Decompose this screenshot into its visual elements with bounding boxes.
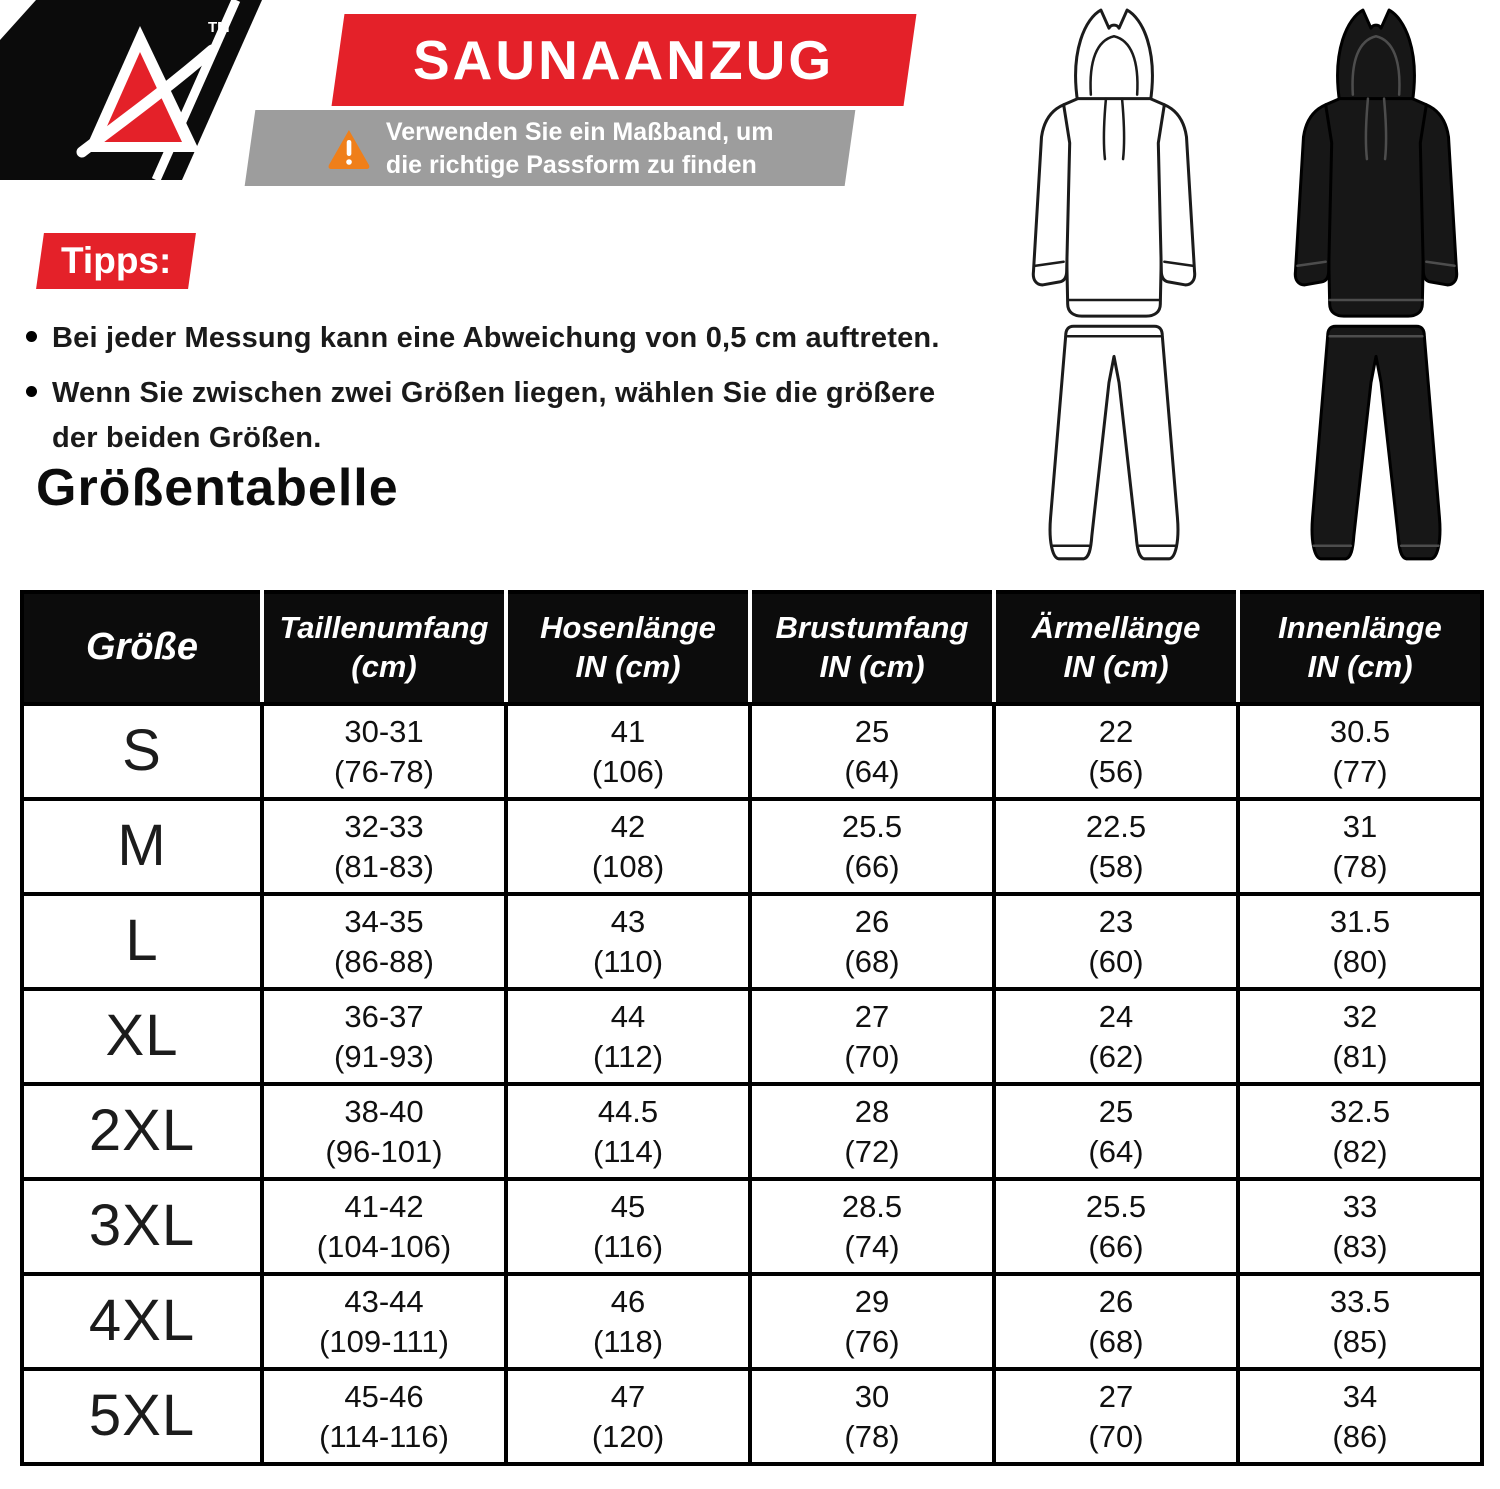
measurement-cm: (104-106) [316,1228,452,1264]
column-header-line1: Taillenumfang [279,610,489,646]
size-table-row [22,1179,1482,1274]
size-table-row [22,989,1482,1084]
size-table-row [22,704,1482,799]
measurement-cell [262,1274,506,1369]
size-label-cell: S [22,704,262,799]
size-table-row [22,1084,1482,1179]
measurement-cm: (58) [1088,848,1144,884]
measurement-cell [1238,799,1482,894]
notice-line-1: Verwenden Sie ein Maßband, um [386,117,774,146]
size-table-body [22,704,1482,1464]
measurement-inches: 34-35 [344,903,424,939]
measurement-cm: (68) [1088,1323,1144,1359]
size-table-row [22,1369,1482,1464]
title-banner [332,14,917,106]
measurement-cm: (66) [844,848,900,884]
measurement-cell [994,894,1238,989]
measurement-inches: 30.5 [1329,713,1391,749]
measurement-cell [262,1179,506,1274]
measurement-cm: (116) [592,1228,664,1264]
measurement-cm: (108) [591,848,665,884]
measurement-cell [506,1274,750,1369]
measurement-inches: 28.5 [841,1188,903,1224]
tip-item: Bei jeder Messung kann eine Abweichung von 0,5 cm auftreten. [24,316,974,361]
measurement-cm: (109-111) [319,1323,449,1359]
measurement-inches: 31.5 [1329,903,1391,939]
column-header-line2: IN (cm) [1063,649,1169,684]
measurement-cm: (68) [844,943,900,979]
measurement-cell [1238,704,1482,799]
column-header [506,592,750,704]
measurement-inches: 33 [1342,1188,1378,1224]
measurement-cell [1238,1274,1482,1369]
measurement-inches: 25.5 [841,808,903,844]
measurement-cm: (77) [1332,753,1388,789]
measurement-cm: (114-116) [319,1418,449,1454]
measurement-cell [506,1084,750,1179]
measurement-cm: (82) [1332,1133,1388,1169]
measurement-inches: 41 [610,713,646,749]
size-label-cell: 5XL [22,1369,262,1464]
measurement-cell [506,989,750,1084]
measurement-inches: 34 [1342,1378,1378,1414]
measurement-inches: 32 [1342,998,1378,1034]
measurement-inches: 22 [1098,713,1134,749]
measurement-inches: 24 [1098,998,1134,1034]
measurement-cell [506,799,750,894]
measurement-cell [262,704,506,799]
measurement-cell [994,1179,1238,1274]
tips-list [24,316,974,471]
white-tracksuit-illustration [988,2,1240,586]
measurement-cell [750,1369,994,1464]
measurement-cm: (120) [591,1418,665,1454]
measurement-cell [1238,1179,1482,1274]
measurement-cm: (56) [1088,753,1144,789]
measurement-cm: (66) [1088,1228,1144,1264]
column-header-line2: IN (cm) [1307,649,1413,684]
measurement-inches: 43-44 [344,1283,424,1319]
measurement-cell [1238,1369,1482,1464]
tips-label: Tipps: [60,240,172,281]
measurement-inches: 32.5 [1329,1093,1391,1129]
measurement-cm: (91-93) [334,1038,434,1074]
measurement-inches: 43 [610,903,646,939]
column-header-line2: IN (cm) [575,649,681,684]
measurement-inches: 27 [1098,1378,1134,1414]
measurement-cell [750,894,994,989]
page-title: SAUNAANZUG [413,29,835,91]
size-label-cell: 4XL [22,1274,262,1369]
column-header-line1: Größe [86,626,198,669]
measurement-cm: (76) [844,1323,900,1359]
measurement-cell [262,1084,506,1179]
measurement-cm: (106) [591,753,665,789]
measurement-inches: 25.5 [1085,1188,1147,1224]
measurement-cm: (114) [592,1133,664,1169]
measurement-cell [750,704,994,799]
size-label-cell: XL [22,989,262,1084]
measurement-cell [750,1274,994,1369]
column-header [1238,592,1482,704]
measurement-inches: 32-33 [344,808,424,844]
measurement-cell [994,1369,1238,1464]
column-header-line1: Ärmellänge [1031,610,1201,646]
measurement-cm: (80) [1332,943,1388,979]
measurement-inches: 30 [854,1378,890,1414]
column-header-line1: Innenlänge [1278,610,1442,646]
logo-tm-text: TM [208,19,230,36]
tip-item: Wenn Sie zwischen zwei Größen liegen, wählen Sie die größere der beiden Größen. [24,371,974,461]
measurement-cell [750,799,994,894]
measurement-inches: 27 [854,998,890,1034]
measurement-cell [750,1179,994,1274]
section-title: Größentabelle [36,459,399,517]
measurement-cell [262,799,506,894]
measurement-cell [994,1084,1238,1179]
notice-line-2: die richtige Passform zu finden [386,150,758,178]
measurement-cm: (70) [1088,1418,1144,1454]
measurement-cm: (112) [592,1038,664,1074]
measurement-cell [750,1084,994,1179]
measurement-cm: (70) [844,1038,900,1074]
measurement-cell [1238,894,1482,989]
measurement-cm: (60) [1088,943,1144,979]
measurement-cm: (74) [844,1228,900,1264]
measurement-inches: 41-42 [344,1188,424,1224]
measurement-cell [1238,1084,1482,1179]
measurement-inches: 31 [1342,808,1378,844]
column-header-line1: Hosenlänge [540,610,716,646]
size-label-cell: M [22,799,262,894]
notice-text [386,116,774,181]
measurement-inches: 22.5 [1085,808,1147,844]
size-table [20,590,1484,1466]
measurement-cell [506,1179,750,1274]
measurement-inches: 25 [1098,1093,1134,1129]
size-table-header-row [22,592,1482,704]
tips-badge [36,233,196,289]
measurement-cm: (86) [1332,1418,1388,1454]
measurement-inches: 47 [610,1378,646,1414]
measurement-cm: (64) [844,753,900,789]
measurement-cell [262,894,506,989]
measurement-cell [994,1274,1238,1369]
measurement-inches: 23 [1098,903,1134,939]
warning-icon [326,126,372,170]
measurement-cm: (86-88) [334,943,434,979]
measurement-inches: 36-37 [344,998,424,1034]
size-label-cell: 2XL [22,1084,262,1179]
measurement-cm: (85) [1332,1323,1388,1359]
measurement-cm: (62) [1088,1038,1144,1074]
measurement-cell [750,989,994,1084]
column-header-line2: (cm) [351,649,417,684]
size-table-row [22,894,1482,989]
measurement-cm: (83) [1332,1228,1388,1264]
column-header [750,592,994,704]
measurement-inches: 29 [854,1283,890,1319]
measurement-cell [262,1369,506,1464]
measurement-inches: 42 [610,808,646,844]
measurement-cell [994,989,1238,1084]
measurement-cell [994,799,1238,894]
measurement-cm: (72) [844,1133,900,1169]
measurement-cm: (64) [1088,1133,1144,1169]
measurement-inches: 28 [854,1093,890,1129]
column-header-line1: Brustumfang [775,610,969,646]
measurement-inches: 33.5 [1329,1283,1391,1319]
measurement-inches: 26 [1098,1283,1134,1319]
measurement-cell [994,704,1238,799]
measurement-inches: 44.5 [597,1093,659,1129]
measurement-inches: 44 [610,998,646,1034]
measurement-cell [506,704,750,799]
measurement-inches: 46 [610,1283,646,1319]
measurement-cm: (81) [1332,1038,1388,1074]
measurement-cm: (78) [1332,848,1388,884]
black-tracksuit-illustration [1250,2,1500,586]
measurement-cm: (110) [592,943,664,979]
measurement-inches: 25 [854,713,890,749]
size-table-row [22,1274,1482,1369]
column-header [994,592,1238,704]
notice-inner [326,116,774,181]
measurement-inches: 30-31 [344,713,424,749]
measurement-cm: (78) [844,1418,900,1454]
column-header [262,592,506,704]
measurement-cell [506,894,750,989]
column-header-size [22,592,262,704]
measurement-inches: 26 [854,903,890,939]
measurement-cm: (76-78) [334,753,434,789]
notice-banner [245,110,856,186]
size-table-head [22,592,1482,704]
measurement-inches: 38-40 [344,1093,424,1129]
measurement-cell [506,1369,750,1464]
measurement-inches: 45 [610,1188,646,1224]
measurement-inches: 45-46 [344,1378,424,1414]
size-table-row [22,799,1482,894]
column-header-line2: IN (cm) [819,649,925,684]
size-label-cell: L [22,894,262,989]
measurement-cm: (118) [592,1323,664,1359]
measurement-cm: (81-83) [334,848,434,884]
measurement-cm: (96-101) [325,1133,443,1169]
measurement-cell [1238,989,1482,1084]
measurement-cell [262,989,506,1084]
size-label-cell: 3XL [22,1179,262,1274]
